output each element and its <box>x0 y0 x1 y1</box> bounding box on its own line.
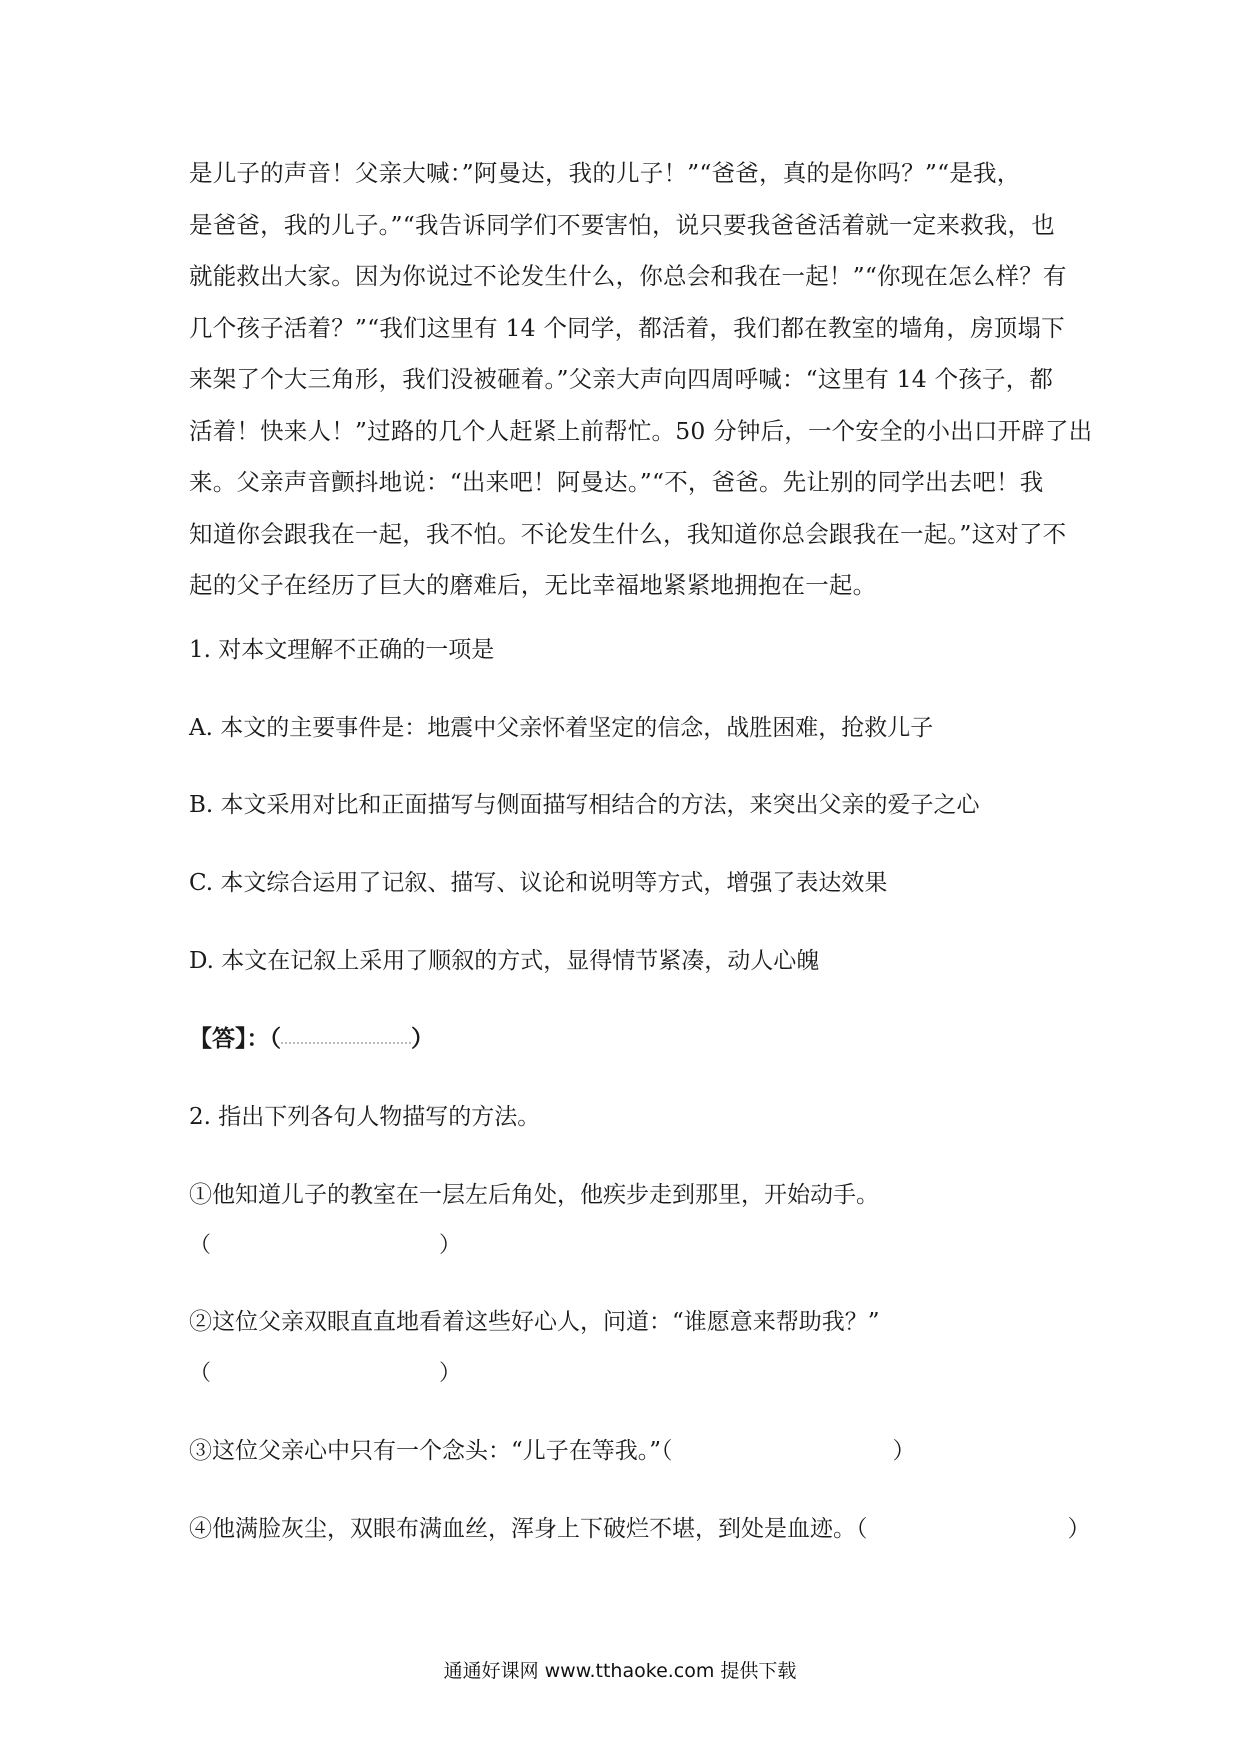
passage-line: 是爸爸，我的儿子。”“我告诉同学们不要害怕，说只要我爸爸活着就一定来救我，也 <box>189 210 1055 239</box>
question-2-item-3 <box>189 1434 916 1468</box>
question-2-stem: 2. 指出下列各句人物描写的方法。 <box>189 1104 541 1130</box>
answer-label: 【答】：（ <box>189 1026 281 1052</box>
open-paren: （ <box>189 1233 212 1258</box>
question-2-item-4 <box>189 1512 1091 1546</box>
question-2-item-2-answer <box>189 1357 461 1391</box>
passage-line: 起的父子在经历了巨大的磨难后，无比幸福地紧紧地拥抱在一起。 <box>189 571 877 599</box>
answer-close-paren: ） <box>411 1026 434 1052</box>
answer-line <box>189 1022 434 1056</box>
passage-line: 来架了个大三角形，我们没被砸着。”父亲大声向四周呼喊：“这里有 14 个孩子，都 <box>189 365 1054 393</box>
passage-line: 来。父亲声音颤抖地说：“出来吧！阿曼达。”“不，爸爸。先让别的同学出去吧！我 <box>189 468 1044 496</box>
answer-blank[interactable] <box>281 1036 411 1044</box>
close-paren: ） <box>439 1361 462 1386</box>
open-paren: （ <box>189 1361 212 1386</box>
close-paren: ） <box>439 1233 462 1258</box>
question-1-option-c: C. 本文综合运用了记叙、描写、议论和说明等方式，增强了表达效果 <box>189 870 888 896</box>
close-paren: ） <box>1067 1516 1091 1542</box>
question-2-item-4-text: ④他满脸灰尘，双眼布满血丝，浑身上下破烂不堪，到处是血迹。（ <box>189 1516 868 1542</box>
question-2-item-1-answer <box>189 1229 461 1263</box>
footer-credit: 通通好课网 www.tthaoke.com 提供下载 <box>443 1660 797 1682</box>
question-2-item-2: ②这位父亲双眼直直地看着这些好心人，问道：“谁愿意来帮助我？” <box>189 1309 880 1335</box>
close-paren: ） <box>892 1438 916 1464</box>
question-1-option-b: B. 本文采用对比和正面描写与侧面描写相结合的方法，来突出父亲的爱子之心 <box>189 792 980 818</box>
question-2-item-1: ①他知道儿子的教室在一层左后角处，他疾步走到那里，开始动手。 <box>189 1182 879 1208</box>
question-1-option-a: A. 本文的主要事件是：地震中父亲怀着坚定的信念，战胜困难，抢救儿子 <box>189 715 934 741</box>
passage-line: 活着！快来人！”过路的几个人赶紧上前帮忙。50 分钟后，一个安全的小出口开辟了出 <box>189 416 1093 445</box>
question-1-stem: 1. 对本文理解不正确的一项是 <box>189 637 495 663</box>
question-2-item-3-text: ③这位父亲心中只有一个念头：“儿子在等我。”（ <box>189 1438 673 1464</box>
passage-line: 是儿子的声音！父亲大喊：”阿曼达，我的儿子！”“爸爸，真的是你吗？”“是我， <box>189 159 1021 187</box>
question-1-option-d: D. 本文在记叙上采用了顺叙的方式，显得情节紧凑，动人心魄 <box>189 948 820 974</box>
passage-text <box>189 148 1093 612</box>
passage-line: 知道你会跟我在一起，我不怕。不论发生什么，我知道你总会跟我在一起。”这对了不 <box>189 519 1067 548</box>
passage-line: 就能救出大家。因为你说过不论发生什么，你总会和我在一起！”“你现在怎么样？有 <box>189 262 1067 290</box>
passage-line: 几个孩子活着？”“我们这里有 14 个同学，都活着，我们都在教室的墙角，房顶塌下 <box>189 313 1065 342</box>
